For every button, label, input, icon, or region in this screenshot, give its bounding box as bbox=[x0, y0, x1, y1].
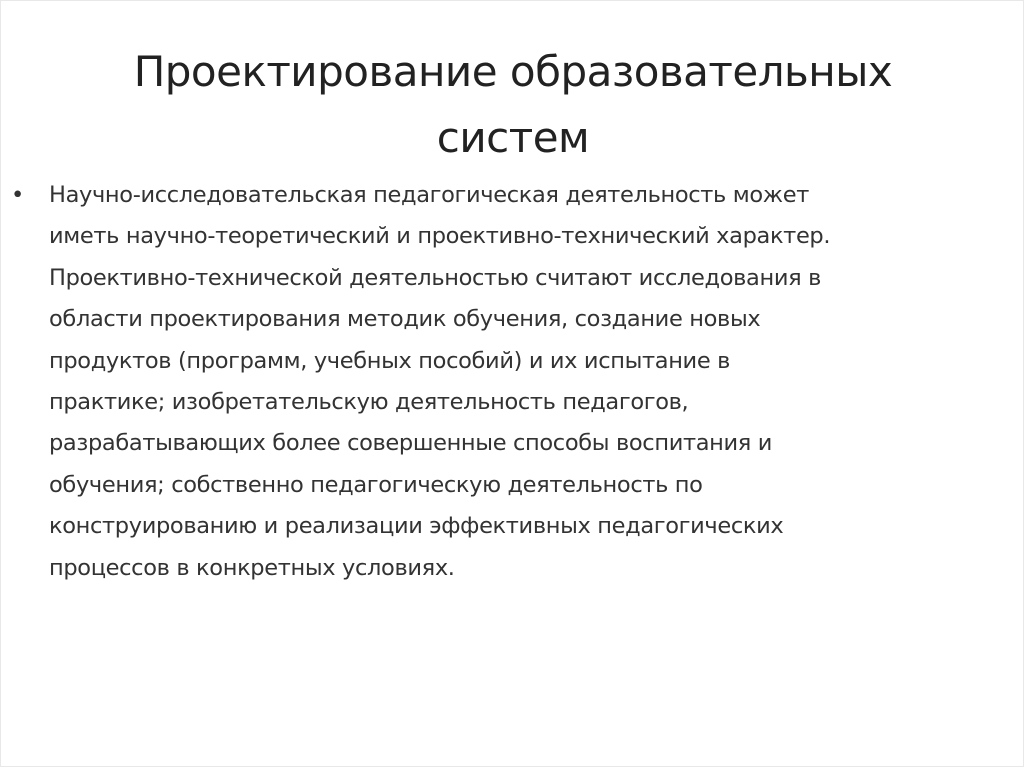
bullet-text-line-10: процессов в конкретных условиях. bbox=[49, 554, 455, 581]
slide-title-line-1: Проектирование образовательных bbox=[133, 47, 893, 96]
slide-body bbox=[11, 175, 1017, 589]
bullet-text-line-4: области проектирования методик обучения, создание новых bbox=[49, 306, 761, 333]
bullet-text-line-1: Научно-исследовательская педагогическая деятельность может bbox=[49, 182, 809, 208]
bullet-text-line-5: продуктов (программ, учебных пособий) и их испытание в bbox=[49, 347, 731, 374]
bullet-text-line-6: практике; изобретательскую деятельность педагогов, bbox=[49, 389, 689, 416]
slide-title bbox=[41, 39, 985, 171]
bullet-marker: • bbox=[11, 182, 24, 208]
bullet-text-line-7: разрабатывающих более совершенные способы воспитания и bbox=[49, 430, 773, 457]
slide-title-line-2: систем bbox=[436, 113, 590, 162]
bullet-item bbox=[11, 175, 1017, 589]
bullet-text-line-8: обучения; собственно педагогическую деятельность по bbox=[49, 471, 703, 498]
bullet-text-line-9: конструированию и реализации эффективных педагогических bbox=[49, 513, 784, 540]
bullet-text-line-2: иметь научно-теоретический и проективно-технический характер. bbox=[49, 223, 831, 250]
bullet-text-line-3: Проективно-технической деятельностью считают исследования в bbox=[49, 264, 822, 291]
